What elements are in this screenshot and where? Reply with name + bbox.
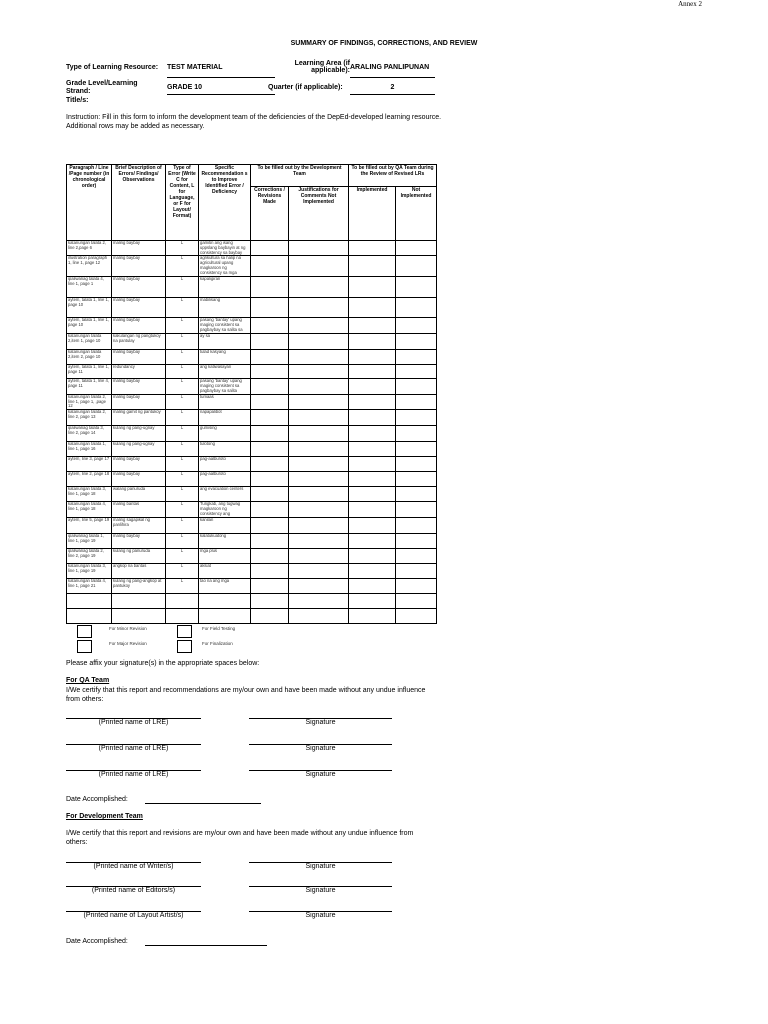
table-row [67,410,437,426]
cell-error-type [166,609,199,624]
cell-justifications[interactable] [289,394,349,409]
cell-corrections[interactable] [251,277,289,298]
cell-recommendation [199,594,251,609]
table-row [67,457,437,472]
cell-location: aytem, line 3, page 17 [67,457,112,472]
cell-justifications[interactable] [289,549,349,564]
header-recommendation: Specific Recommendation s to Improve Identified Error / Deficiency [199,165,251,241]
cell-error-type: L [166,487,199,502]
cell-not-implemented[interactable] [396,594,437,609]
cell-recommendation: kanilan [199,518,251,534]
header-not-implemented: Not Implemented [396,187,437,241]
dev-date-field[interactable] [145,935,267,946]
table-row [67,334,437,350]
cell-location: aytem, talata 1, line 1, page 10 [67,318,112,334]
cell-justifications[interactable] [289,241,349,256]
cell-recommendation: pasang 'bantay' upang maging consistent sa pagbaybay sa salita [199,379,251,394]
cell-description: maling baybay [112,241,166,256]
area-label [280,60,350,74]
grade-value: GRADE 10 [167,84,275,95]
cell-description: maling baybay [112,298,166,318]
cell-recommendation [199,609,251,624]
cell-recommendation: napapalibot [199,410,251,426]
table-row [67,394,437,409]
table-row [67,426,437,442]
dev-signature-line-3[interactable]: Signature [249,911,392,919]
cell-not-implemented[interactable] [396,457,437,472]
table-row [67,442,437,457]
cell-description [112,609,166,624]
cell-implemented[interactable] [349,426,396,442]
cell-description: kakulangan ng pangtukoy na pantulay [112,334,166,350]
qa-signature-line-2[interactable]: Signature [249,744,392,752]
cell-error-type: L [166,241,199,256]
qa-name-line-1[interactable]: (Printed name of LRE) [66,718,201,726]
type-value: TEST MATERIAL [167,64,275,78]
cell-description: kulang ng pang-angkop at pantukoy [112,579,166,594]
cell-not-implemented[interactable] [396,534,437,549]
quarter-label: Quarter (if applicable): [268,84,343,91]
dev-heading: For Development Team [66,813,143,820]
cell-description: maling baybay [112,394,166,409]
cell-location [67,609,112,624]
cell-not-implemented[interactable] [396,277,437,298]
cell-not-implemented[interactable] [396,379,437,394]
cell-description: maling baybay [112,318,166,334]
table-row [67,365,437,379]
cell-location: ipaliwanag talata 1, line 1, page 19 [67,534,112,549]
cell-justifications[interactable] [289,350,349,365]
cell-location [67,594,112,609]
cell-location: katanungan talata 2, line 2,page 6 [67,241,112,256]
cell-implemented[interactable] [349,442,396,457]
cell-corrections[interactable] [251,442,289,457]
cell-error-type: L [166,350,199,365]
table-row [67,609,437,624]
cell-recommendation: kalatukuatong [199,534,251,549]
cell-justifications[interactable] [289,518,349,534]
cell-implemented[interactable] [349,298,396,318]
cell-recommendation: mabilisang [199,298,251,318]
cell-corrections[interactable] [251,472,289,487]
cell-justifications[interactable] [289,379,349,394]
cell-corrections[interactable] [251,318,289,334]
page-title: SUMMARY OF FINDINGS, CORRECTIONS, AND REVIEW [290,40,478,47]
cell-not-implemented[interactable] [396,426,437,442]
cell-not-implemented[interactable] [396,549,437,564]
cell-justifications[interactable] [289,334,349,350]
cell-not-implemented[interactable] [396,518,437,534]
cell-error-type: L [166,298,199,318]
cell-implemented[interactable] [349,241,396,256]
table-row [67,379,437,394]
cell-corrections[interactable] [251,350,289,365]
cell-recommendation: ang katiwasayan [199,365,251,379]
cell-justifications[interactable] [289,318,349,334]
findings-table [66,164,437,624]
cell-not-implemented[interactable] [396,564,437,579]
titles-label: Title/s: [66,97,89,104]
qa-heading: For QA Team [66,677,110,684]
cell-description [112,594,166,609]
header-corrections: Corrections / Revisions Made [251,187,289,241]
cell-location: illustration paragraph 1, line 1, page 12 [67,256,112,277]
cell-implemented[interactable] [349,564,396,579]
cell-corrections[interactable] [251,518,289,534]
cell-not-implemented[interactable] [396,487,437,502]
cell-description: maling baybay [112,277,166,298]
cell-description: angkop na bantas [112,564,166,579]
cell-error-type: L [166,457,199,472]
cell-recommendation: ay sa [199,334,251,350]
table-row [67,549,437,564]
header-error-type: Type of Error (Write C for Content, L for Language, or F for Layout/ Format) [166,165,199,241]
header-description: Brief Description of Errors/ Findings/ Observations [112,165,166,241]
cell-location: aytem, line 2, page 18 [67,472,112,487]
cell-implemented[interactable] [349,472,396,487]
area-label-line1: Learning Area (if [294,60,350,67]
table-row [67,518,437,534]
cell-corrections[interactable] [251,609,289,624]
cell-error-type: L [166,518,199,534]
cell-location: ipaliwanag talata 4, line 1, page 1 [67,277,112,298]
cell-justifications[interactable] [289,298,349,318]
cell-justifications[interactable] [289,277,349,298]
cell-error-type: L [166,549,199,564]
cell-recommendation: kapaligiran [199,277,251,298]
cell-corrections[interactable] [251,379,289,394]
table-row [67,594,437,609]
cell-justifications[interactable] [289,442,349,457]
cell-error-type: L [166,318,199,334]
cell-corrections[interactable] [251,241,289,256]
major-revision-checkbox[interactable] [77,640,92,653]
cell-implemented[interactable] [349,518,396,534]
cell-corrections[interactable] [251,256,289,277]
header-implemented: Implemented [349,187,396,241]
type-label: Type of Learning Resource: [66,64,159,71]
cell-description: maling baybay [112,534,166,549]
area-label-line2: applicable): [311,67,350,74]
cell-not-implemented[interactable] [396,298,437,318]
header-dev-team: To be filled out by the Development Team [251,165,349,187]
cell-justifications[interactable] [289,457,349,472]
cell-description: maling baybay [112,379,166,394]
qa-name-line-3[interactable]: (Printed name of LRE) [66,770,201,778]
dev-signature-line-2[interactable]: Signature [249,886,392,894]
cell-description: maling bantas [112,502,166,518]
cell-error-type: L [166,379,199,394]
signature-prompt: Please affix your signature(s) in the appropriate spaces below: [66,660,260,667]
cell-error-type: L [166,426,199,442]
cell-description: maling gamit ng pantukoy [112,410,166,426]
dev-name-line-3[interactable]: (Printed name of Layout Artist/s) [66,911,201,919]
cell-error-type: L [166,502,199,518]
cell-corrections[interactable] [251,564,289,579]
cell-implemented[interactable] [349,609,396,624]
table-row [67,472,437,487]
grade-label-line2: Strand: [66,88,91,95]
cell-error-type: L [166,394,199,409]
dev-name-line-2[interactable]: (Printed name of Editors/s) [66,886,201,894]
table-row [67,241,437,256]
cell-not-implemented[interactable] [396,350,437,365]
cell-corrections[interactable] [251,487,289,502]
cell-recommendation: tulotong [199,442,251,457]
annex-label: Annex 2 [678,0,702,8]
cell-implemented[interactable] [349,318,396,334]
cell-location: katanungan talata 2, line 1, page 1, ,page 12 [67,394,112,409]
cell-description: maling baybay [112,350,166,365]
table-row [67,502,437,518]
cell-implemented[interactable] [349,350,396,365]
qa-date-label: Date Accomplished: [66,796,128,803]
finalization-checkbox[interactable] [177,640,192,653]
header-qa-team: To be filled out by QA Team during the Review of Revised LRs [349,165,437,187]
cell-corrections[interactable] [251,298,289,318]
cell-location: katanungan talata 4, line 1, page 18 [67,502,112,518]
cell-description: kulang ng pang-ugnay [112,426,166,442]
cell-not-implemented[interactable] [396,334,437,350]
cell-recommendation: Tungkab, ang tugwag magkaroon ng consistency ang [199,502,251,518]
cell-error-type: L [166,472,199,487]
cell-not-implemented[interactable] [396,394,437,409]
cell-error-type [166,594,199,609]
cell-implemented[interactable] [349,277,396,298]
cell-error-type: L [166,334,199,350]
cell-justifications[interactable] [289,564,349,579]
cell-justifications[interactable] [289,256,349,277]
cell-justifications[interactable] [289,502,349,518]
qa-signature-line-1[interactable]: Signature [249,718,392,726]
cell-recommendation: tulad kasyang [199,350,251,365]
cell-recommendation: agrikultura sa halip na agricultural upang magkaroon ng consistency sa mga [199,256,251,277]
cell-corrections[interactable] [251,410,289,426]
cell-implemented[interactable] [349,549,396,564]
qa-date-field[interactable] [145,793,261,804]
cell-recommendation: pag-aalburoto [199,457,251,472]
cell-location: katanungan talata 4, line 1, page 21 [67,579,112,594]
cell-description: maling baybay [112,457,166,472]
header-location: Paragraph / Line /Page number (in chronological order) [67,165,112,241]
cell-not-implemented[interactable] [396,609,437,624]
cell-description: redundancy [112,365,166,379]
cell-justifications[interactable] [289,472,349,487]
cell-not-implemented[interactable] [396,502,437,518]
cell-description: kulang ng pang-ugnay [112,442,166,457]
cell-location: katanungan talata 2,item 1, page 10 [67,334,112,350]
cell-corrections[interactable] [251,579,289,594]
quarter-value: 2 [350,84,435,95]
cell-not-implemented[interactable] [396,579,437,594]
area-value: ARALING PANLIPUNAN [350,64,435,78]
cell-error-type: L [166,410,199,426]
cell-justifications[interactable] [289,534,349,549]
cell-implemented[interactable] [349,534,396,549]
cell-corrections[interactable] [251,426,289,442]
cell-not-implemented[interactable] [396,256,437,277]
cell-implemented[interactable] [349,334,396,350]
cell-justifications[interactable] [289,579,349,594]
cell-implemented[interactable] [349,502,396,518]
instruction-text: Instruction: Fill in this form to inform the development team of the deficiencies of the DepEd-developed learning resource. Additional rows may be added as necessary. [66,114,442,130]
cell-not-implemented[interactable] [396,318,437,334]
cell-error-type: L [166,256,199,277]
minor-revision-checkbox[interactable] [77,625,92,638]
cell-implemented[interactable] [349,579,396,594]
table-row [67,298,437,318]
cell-location: katanungan talata 3, line 1, page 19 [67,564,112,579]
cell-implemented[interactable] [349,394,396,409]
cell-recommendation: pag-aalburoto [199,472,251,487]
cell-description: kulang ng panuruda [112,549,166,564]
cell-not-implemented[interactable] [396,410,437,426]
cell-error-type: L [166,442,199,457]
dev-signature-line-1[interactable]: Signature [249,862,392,870]
cell-error-type: L [166,277,199,298]
cell-justifications[interactable] [289,426,349,442]
minor-revision-label: For Minor Revision [109,626,147,631]
cell-corrections[interactable] [251,502,289,518]
cell-location: aytem, talata 1, line 1, page 11 [67,365,112,379]
table-row [67,318,437,334]
table-row [67,534,437,549]
cell-error-type: L [166,564,199,579]
cell-justifications[interactable] [289,365,349,379]
cell-recommendation: aksiat [199,564,251,579]
cell-location: ipaliwanag talata 2, line 2, page 19 [67,549,112,564]
cell-recommendation: pasang 'bantay' upang maging consistent sa pagbaybay sa salita sa [199,318,251,334]
cell-description: maling baybay [112,472,166,487]
cell-location: katanungan talata 3, line 1, page 18 [67,487,112,502]
cell-recommendation: tumaas [199,394,251,409]
cell-error-type: L [166,579,199,594]
cell-corrections[interactable] [251,394,289,409]
cell-recommendation: gamitin ang isang uppslang baybayin at ng consistency sa baybay [199,241,251,256]
cell-recommendation: tao na ang mga [199,579,251,594]
table-row [67,579,437,594]
qa-certify: I/We certify that this report and recommendations are my/our own and have been made without any undue influence from others: [66,687,426,703]
cell-corrections[interactable] [251,549,289,564]
cell-implemented[interactable] [349,487,396,502]
field-testing-checkbox[interactable] [177,625,192,638]
cell-description: maling baybay [112,256,166,277]
table-row [67,564,437,579]
cell-justifications[interactable] [289,594,349,609]
cell-implemented[interactable] [349,410,396,426]
cell-implemented[interactable] [349,457,396,472]
cell-location: katanungan talata 1, line 1, page 16 [67,442,112,457]
field-testing-label: For Field Testing [202,626,236,631]
cell-corrections[interactable] [251,457,289,472]
header-justifications: Justifications for Comments Not Implemented [289,187,349,241]
cell-location: aytem, line 5, page 19 [67,518,112,534]
cell-justifications[interactable] [289,487,349,502]
cell-justifications[interactable] [289,609,349,624]
cell-recommendation: mga plus [199,549,251,564]
cell-location: katanungan talata 2,item 2, page 10 [67,350,112,365]
cell-implemented[interactable] [349,256,396,277]
cell-implemented[interactable] [349,594,396,609]
table-row [67,350,437,365]
cell-corrections[interactable] [251,334,289,350]
cell-not-implemented[interactable] [396,365,437,379]
grade-label [66,80,138,96]
cell-not-implemented[interactable] [396,472,437,487]
cell-error-type: L [166,365,199,379]
cell-location: katanungan talata 2, line 2, page 13 [67,410,112,426]
cell-recommendation: ang evacuation centers [199,487,251,502]
finalization-label: For Finalization [202,641,233,646]
cell-corrections[interactable] [251,534,289,549]
table-row [67,277,437,298]
cell-not-implemented[interactable] [396,442,437,457]
cell-corrections[interactable] [251,594,289,609]
cell-error-type: L [166,534,199,549]
cell-description: walang panuruda [112,487,166,502]
qa-name-line-2[interactable]: (Printed name of LRE) [66,744,201,752]
cell-location: ipaliwanag talata 3, line 2, page 14 [67,426,112,442]
grade-label-line1: Grade Level/Learning [66,80,138,87]
dev-name-line-1[interactable]: (Printed name of Writer/s) [66,862,201,870]
cell-corrections[interactable] [251,365,289,379]
major-revision-label: For Major Revision [109,641,147,646]
qa-signature-line-3[interactable]: Signature [249,770,392,778]
dev-certify: I/We certify that this report and revisions are my/our own and have been made without any undue influence from others: [66,830,414,846]
cell-location: aytem, talata 1, line 1, page 10 [67,298,112,318]
cell-not-implemented[interactable] [396,241,437,256]
cell-location: aytem, talata 1, line 4, page 11 [67,379,112,394]
cell-justifications[interactable] [289,410,349,426]
cell-implemented[interactable] [349,379,396,394]
table-row [67,487,437,502]
table-row [67,256,437,277]
cell-implemented[interactable] [349,365,396,379]
cell-recommendation: gumising [199,426,251,442]
dev-date-label: Date Accomplished: [66,938,128,945]
cell-description: maling sagapikal ng panlihira [112,518,166,534]
